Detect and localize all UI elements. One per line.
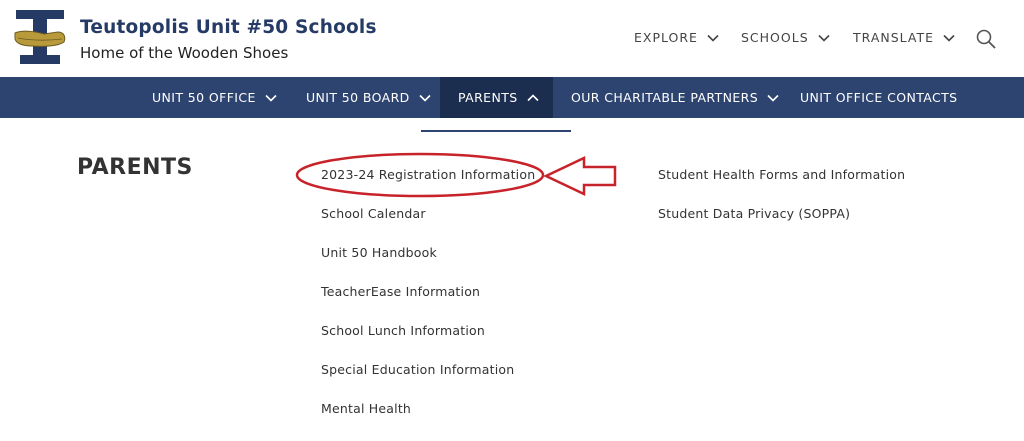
search-icon[interactable] — [976, 29, 996, 49]
nav-item-unit50-office[interactable] — [140, 77, 289, 118]
wooden-shoe-logo-icon[interactable] — [14, 10, 66, 64]
nav-item-label: OUR CHARITABLE PARTNERS — [571, 90, 759, 105]
utility-nav-label: SCHOOLS — [741, 30, 809, 45]
chevron-down-icon — [419, 94, 431, 102]
link-student-health-forms[interactable]: Student Health Forms and Information — [658, 167, 906, 182]
link-school-lunch-information[interactable]: School Lunch Information — [321, 323, 485, 338]
nav-item-label: PARENTS — [458, 90, 518, 105]
link-registration-information[interactable]: 2023-24 Registration Information — [321, 167, 536, 182]
nav-item-label: UNIT OFFICE CONTACTS — [800, 90, 958, 105]
link-student-data-privacy[interactable]: Student Data Privacy (SOPPA) — [658, 206, 851, 221]
nav-item-parents[interactable] — [440, 77, 553, 118]
chevron-up-icon — [527, 94, 539, 102]
link-teacherease-information[interactable]: TeacherEase Information — [321, 284, 481, 299]
chevron-down-icon — [767, 94, 779, 102]
utility-nav-translate[interactable] — [853, 30, 955, 45]
chevron-down-icon — [707, 34, 719, 42]
nav-item-label: UNIT 50 BOARD — [306, 90, 410, 105]
link-school-calendar[interactable]: School Calendar — [321, 206, 426, 221]
nav-item-unit50-board[interactable] — [294, 77, 443, 118]
utility-nav-label: TRANSLATE — [853, 30, 935, 45]
utility-nav-explore[interactable] — [634, 30, 719, 45]
chevron-down-icon — [943, 34, 955, 42]
chevron-down-icon — [265, 94, 277, 102]
site-title[interactable]: Teutopolis Unit #50 Schools — [80, 17, 377, 38]
chevron-down-icon — [818, 34, 830, 42]
pointer-arrow-icon — [546, 158, 615, 194]
nav-item-label: UNIT 50 OFFICE — [152, 90, 256, 105]
link-special-education-information[interactable]: Special Education Information — [321, 362, 515, 377]
dropdown-title: PARENTS — [77, 155, 193, 180]
link-unit50-handbook[interactable]: Unit 50 Handbook — [321, 245, 437, 260]
active-tab-underline — [421, 130, 571, 132]
nav-item-unit-office-contacts[interactable] — [788, 77, 970, 118]
link-mental-health[interactable]: Mental Health — [321, 401, 412, 416]
main-navigation — [0, 77, 1024, 118]
site-tagline: Home of the Wooden Shoes — [80, 44, 289, 62]
utility-nav-label: EXPLORE — [634, 30, 698, 45]
utility-nav-schools[interactable] — [741, 30, 830, 45]
site-header — [0, 0, 1024, 77]
nav-item-charitable-partners[interactable] — [559, 77, 791, 118]
